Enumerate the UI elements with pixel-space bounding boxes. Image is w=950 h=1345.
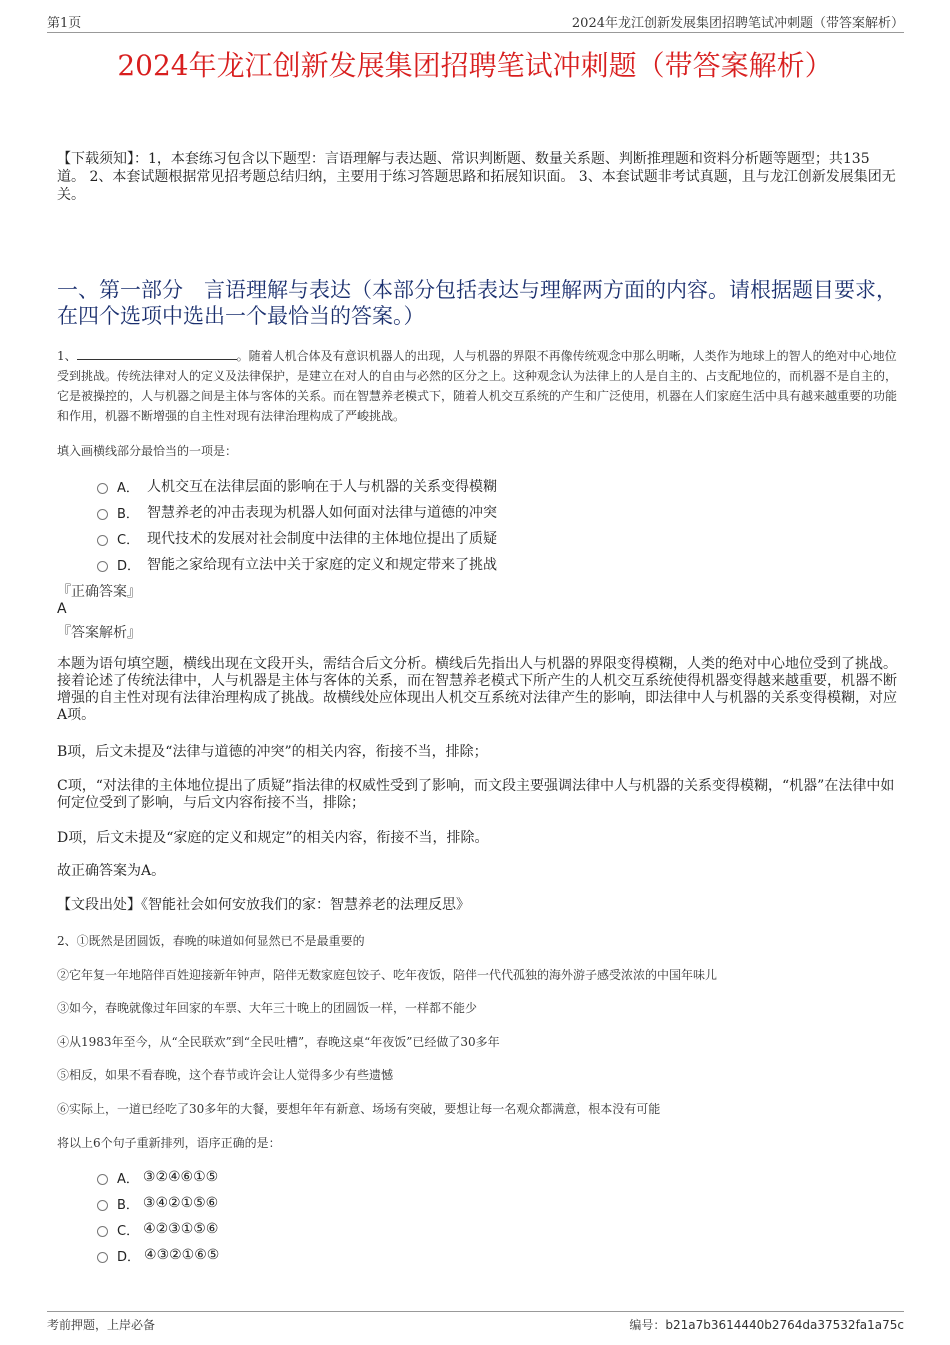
analysis-paragraph: 本题为语句填空题，横线出现在文段开头，需结合后文分析。横线后先指出人与机器的界限变得模糊，人类的绝对中心地位受到了挑战。接着论述了传统法律中，人与机器是主体与客体的关系，而在智慧养老模式下所产生的人机交互系统使得机器变得越来越重要，机器不断增强的自主性对现有法律治理构成了挑战。故横线处应体现出人机交互系统对法律产生的影响，即法律中人与机器的关系变得模糊，对应A项。: [57, 656, 897, 723]
option-letter: C．: [117, 532, 140, 548]
option-letter: C．: [117, 1223, 140, 1239]
radio-icon[interactable]: [97, 535, 108, 546]
q2-option-d[interactable]: [97, 1245, 219, 1265]
footer-code-label: 编号：: [629, 1318, 666, 1332]
q2-sentence: ⑥实际上，一道已经吃了30多年的大餐，要想年年有新意、场场有突破，要想让每一名观众都满意，根本没有可能: [57, 1102, 661, 1116]
option-text: ③④②①⑤⑥: [142, 1195, 219, 1211]
running-header-title: 2024年龙江创新发展集团招聘笔试冲刺题（带答案解析）: [571, 16, 904, 31]
footer-code: [629, 1316, 904, 1333]
q1-option-d[interactable]: [97, 554, 497, 574]
q1-option-a[interactable]: [97, 476, 497, 496]
option-text: 智慧养老的冲击表现为机器人如何面对法律与道德的冲突: [147, 505, 497, 521]
header-divider: [47, 32, 904, 33]
footer-divider: [47, 1311, 904, 1312]
q2-option-c[interactable]: [97, 1219, 218, 1239]
option-text: 智能之家给现有立法中关于家庭的定义和规定带来了挑战: [147, 557, 497, 573]
option-text: 人机交互在法律层面的影响在于人与机器的关系变得模糊: [147, 479, 497, 495]
page-title: 2024年龙江创新发展集团招聘笔试冲刺题（带答案解析）: [117, 49, 833, 82]
radio-icon[interactable]: [97, 483, 108, 494]
correct-answer-value: A: [57, 601, 67, 617]
radio-icon[interactable]: [97, 1200, 108, 1211]
fill-blank: [77, 347, 237, 360]
analysis-label: 『答案解析』: [57, 625, 141, 641]
footer-code-value: b21a7b3614440b2764da37532fa1a75c: [665, 1318, 904, 1332]
option-letter: A．: [117, 1171, 139, 1187]
q2-sentence: ⑤相反，如果不看春晚，这个春节或许会让人觉得多少有些遗憾: [57, 1068, 394, 1082]
correct-answer-label: 『正确答案』: [57, 584, 141, 600]
q2-sentence: ③如今，春晚就像过年回家的车票、大年三十晚上的团圆饭一样，一样都不能少: [57, 1001, 478, 1015]
option-letter: D．: [117, 1249, 141, 1265]
option-letter: D．: [117, 558, 141, 574]
q2-option-a[interactable]: [97, 1167, 218, 1187]
section-heading: 一、第一部分 言语理解与表达（本部分包括表达与理解两方面的内容。请根据题目要求，在四个选项中选出一个最恰当的答案。）: [57, 278, 897, 328]
option-text: 现代技术的发展对社会制度中法律的主体地位提出了质疑: [147, 531, 497, 547]
question-1-stem: [57, 346, 897, 426]
q2-sentence: 2、①既然是团圆饭，春晚的味道如何显然已不是最重要的: [57, 934, 365, 948]
radio-icon[interactable]: [97, 1226, 108, 1237]
question-2-prompt: 将以上6个句子重新排列，语序正确的是：: [57, 1136, 281, 1150]
option-text: ④③②①⑥⑤: [144, 1247, 220, 1263]
q2-sentence: ②它年复一年地陪伴百姓迎接新年钟声，陪伴无数家庭包饺子、吃年夜饭，陪伴一代代孤独的海外游子感受浓浓的中国年味儿: [57, 968, 718, 982]
footer-slogan: 考前押题，上岸必备: [47, 1318, 156, 1332]
analysis-paragraph: C项，“对法律的主体地位提出了质疑”指法律的权威性受到了影响，而文段主要强调法律中人与机器的关系变得模糊，“机器”在法律中如何定位受到了影响，与后文内容衔接不当，排除；: [57, 778, 895, 811]
q2-option-b[interactable]: [97, 1193, 218, 1213]
page-number: 第1页: [47, 16, 82, 31]
option-text: ③②④⑥①⑤: [142, 1169, 219, 1185]
radio-icon[interactable]: [97, 1174, 108, 1185]
q1-option-c[interactable]: [97, 528, 497, 548]
question-1-text: 。随着人机合体及有意识机器人的出现，人与机器的界限不再像传统观念中那么明晰，人类作为地球上的智人的绝对中心地位受到挑战。传统法律对人的定义及法律保护，是建立在对人的自由与必然的区分之上。这种观念认为法律上的人是自主的、占支配地位的，而机器不是自主的，它是被操控的，人与机器之间是主体与客体的关系。而在智慧养老模式下，随着人机交互系统的产生和广泛使用，机器在人们家庭生活中具有越来越重要的功能和作用，机器不断增强的自主性对现有法律治理构成了严峻挑战。: [57, 349, 898, 423]
option-letter: B．: [117, 506, 139, 522]
question-1-prompt: 填入画横线部分最恰当的一项是：: [57, 444, 238, 458]
analysis-conclusion: 故正确答案为A。: [57, 863, 166, 879]
analysis-paragraph: B项，后文未提及“法律与道德的冲突”的相关内容，衔接不当，排除；: [57, 744, 488, 760]
radio-icon[interactable]: [97, 509, 108, 520]
radio-icon[interactable]: [97, 1252, 108, 1263]
analysis-paragraph: D项，后文未提及“家庭的定义和规定”的相关内容，衔接不当，排除。: [57, 830, 489, 846]
question-1-number: 1、: [57, 349, 77, 363]
option-letter: A．: [117, 480, 139, 496]
download-notice: 【下载须知】：1，本套练习包含以下题型：言语理解与表达题、常识判断题、数量关系题、判断推理题和资料分析题等题型；共135道。 2、本套试题根据常见招考题总结归纳，主要用于练习答题思路和拓展知识面。 3、本套试题非考试真题，且与龙江创新发展集团无关。: [57, 151, 896, 203]
q1-option-b[interactable]: [97, 502, 497, 522]
passage-source: 【文段出处】《智能社会如何安放我们的家：智慧养老的法理反思》: [57, 897, 470, 913]
radio-icon[interactable]: [97, 561, 108, 572]
q2-sentence: ④从1983年至今，从“全民联欢”到“全民吐槽”，春晚这桌“年夜饭”已经做了30多年: [57, 1035, 500, 1049]
option-text: ④②③①⑤⑥: [143, 1221, 219, 1237]
option-letter: B．: [117, 1197, 139, 1213]
